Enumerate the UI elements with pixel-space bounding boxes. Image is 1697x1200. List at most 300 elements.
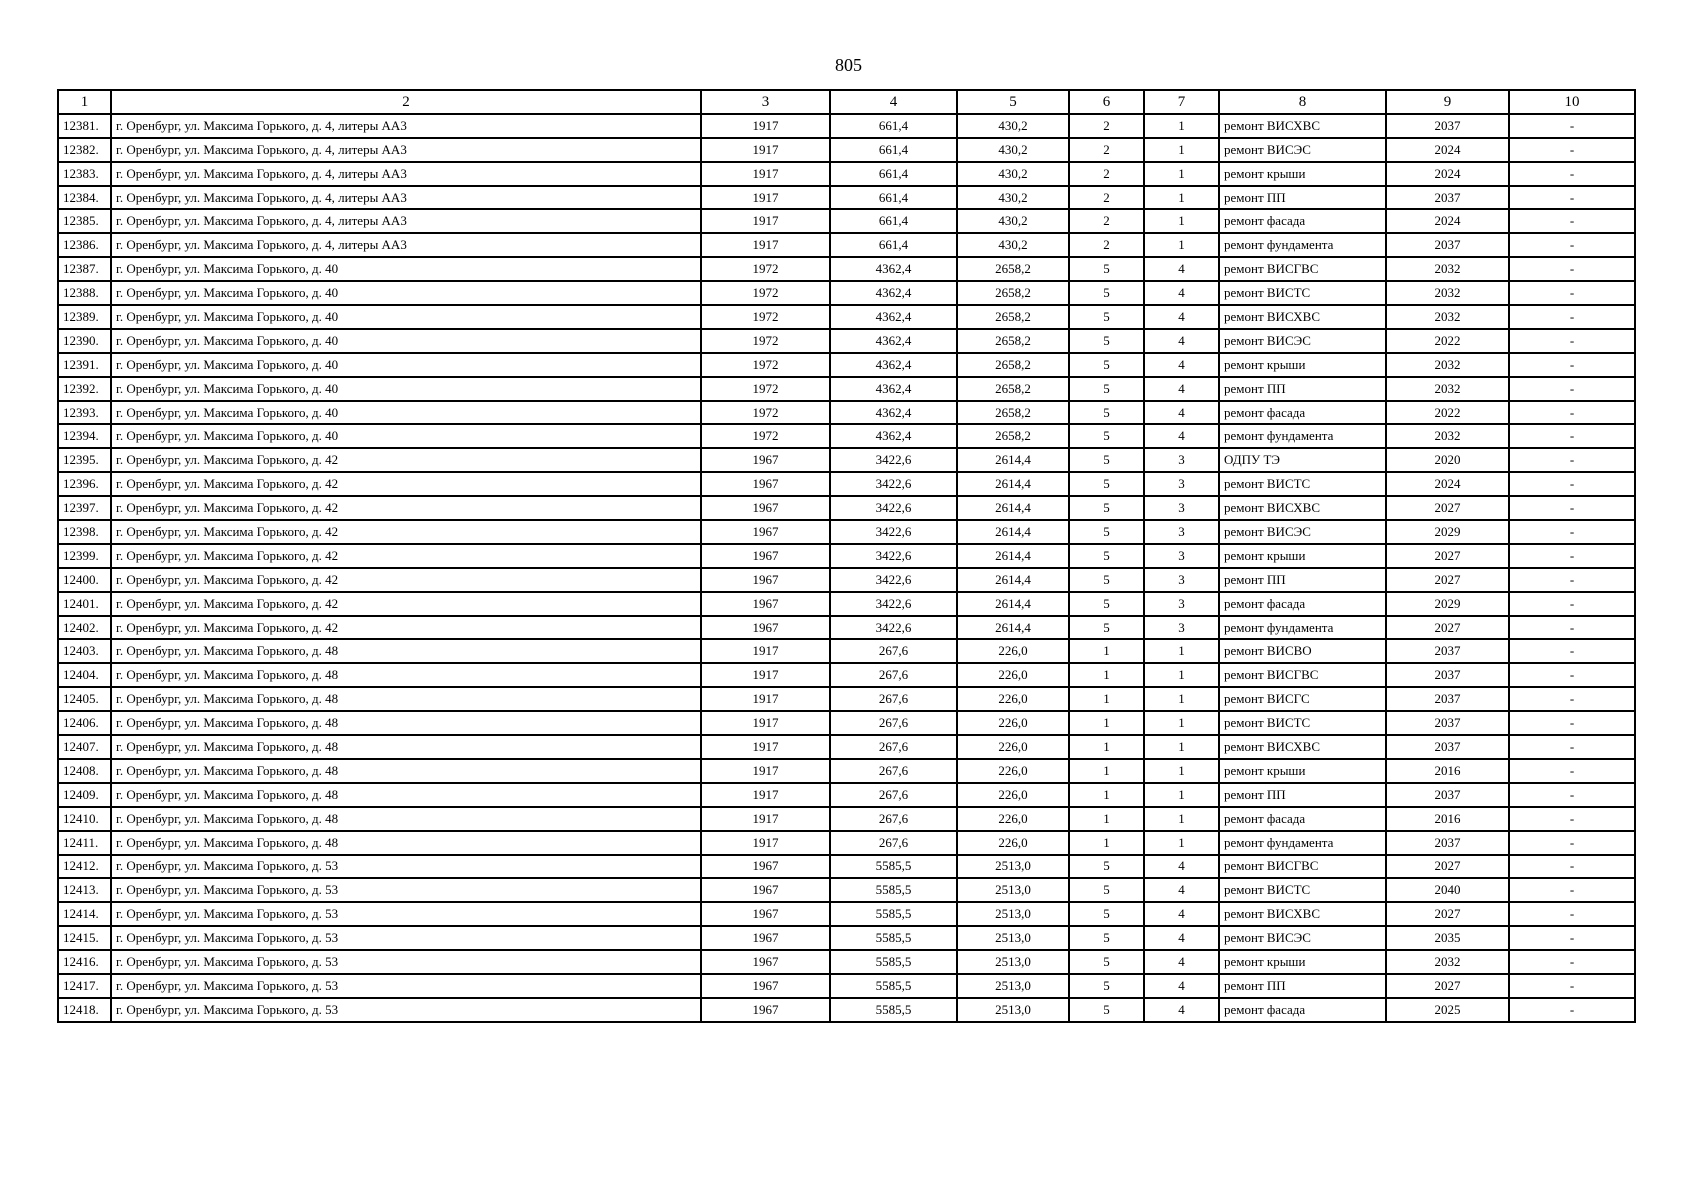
cell-repair-year: 2027 [1386, 855, 1509, 879]
cell-row-number: 12402. [58, 616, 111, 640]
cell-repair-year: 2027 [1386, 616, 1509, 640]
cell-floors: 5 [1069, 281, 1144, 305]
table-row [58, 520, 1635, 544]
cell-living-area: 2658,2 [957, 353, 1069, 377]
table-row [58, 472, 1635, 496]
cell-entrances: 3 [1144, 520, 1219, 544]
table-row [58, 735, 1635, 759]
cell-note: - [1509, 281, 1635, 305]
table-row [58, 329, 1635, 353]
cell-row-number: 12403. [58, 639, 111, 663]
table-row [58, 926, 1635, 950]
table-row [58, 377, 1635, 401]
cell-floors: 2 [1069, 186, 1144, 210]
cell-entrances: 3 [1144, 616, 1219, 640]
cell-entrances: 4 [1144, 377, 1219, 401]
cell-row-number: 12394. [58, 424, 111, 448]
table-row [58, 281, 1635, 305]
cell-entrances: 3 [1144, 448, 1219, 472]
cell-floors: 5 [1069, 544, 1144, 568]
cell-row-number: 12391. [58, 353, 111, 377]
cell-floors: 1 [1069, 639, 1144, 663]
cell-note: - [1509, 377, 1635, 401]
cell-floors: 5 [1069, 568, 1144, 592]
cell-living-area: 2614,4 [957, 544, 1069, 568]
cell-note: - [1509, 855, 1635, 879]
cell-living-area: 2614,4 [957, 568, 1069, 592]
cell-living-area: 2513,0 [957, 974, 1069, 998]
cell-year-built: 1917 [701, 114, 830, 138]
cell-year-built: 1917 [701, 233, 830, 257]
cell-floors: 5 [1069, 472, 1144, 496]
cell-work-type: ремонт крыши [1219, 950, 1386, 974]
cell-row-number: 12387. [58, 257, 111, 281]
cell-entrances: 1 [1144, 735, 1219, 759]
cell-year-built: 1967 [701, 544, 830, 568]
cell-year-built: 1967 [701, 878, 830, 902]
cell-entrances: 4 [1144, 353, 1219, 377]
cell-entrances: 4 [1144, 257, 1219, 281]
cell-note: - [1509, 592, 1635, 616]
cell-year-built: 1967 [701, 616, 830, 640]
cell-living-area: 226,0 [957, 687, 1069, 711]
cell-repair-year: 2020 [1386, 448, 1509, 472]
header-cell-6: 6 [1069, 90, 1144, 114]
cell-year-built: 1917 [701, 209, 830, 233]
cell-row-number: 12401. [58, 592, 111, 616]
cell-total-area: 5585,5 [830, 878, 957, 902]
cell-total-area: 3422,6 [830, 568, 957, 592]
cell-entrances: 1 [1144, 114, 1219, 138]
cell-floors: 1 [1069, 783, 1144, 807]
cell-repair-year: 2027 [1386, 974, 1509, 998]
cell-row-number: 12407. [58, 735, 111, 759]
cell-total-area: 4362,4 [830, 401, 957, 425]
cell-floors: 5 [1069, 855, 1144, 879]
cell-repair-year: 2027 [1386, 568, 1509, 592]
cell-repair-year: 2032 [1386, 424, 1509, 448]
cell-entrances: 1 [1144, 807, 1219, 831]
cell-repair-year: 2032 [1386, 305, 1509, 329]
cell-repair-year: 2022 [1386, 329, 1509, 353]
cell-living-area: 226,0 [957, 807, 1069, 831]
cell-entrances: 1 [1144, 687, 1219, 711]
cell-repair-year: 2029 [1386, 592, 1509, 616]
cell-address: г. Оренбург, ул. Максима Горького, д. 4, литеры АА3 [111, 114, 701, 138]
cell-living-area: 2658,2 [957, 281, 1069, 305]
cell-work-type: ремонт ВИСГВС [1219, 257, 1386, 281]
cell-repair-year: 2024 [1386, 472, 1509, 496]
cell-note: - [1509, 568, 1635, 592]
header-cell-7: 7 [1144, 90, 1219, 114]
cell-entrances: 1 [1144, 233, 1219, 257]
cell-entrances: 1 [1144, 639, 1219, 663]
cell-living-area: 2658,2 [957, 401, 1069, 425]
page-number: 805 [835, 55, 862, 75]
table-row [58, 855, 1635, 879]
table-row [58, 233, 1635, 257]
cell-year-built: 1972 [701, 257, 830, 281]
cell-work-type: ремонт фасада [1219, 592, 1386, 616]
cell-floors: 5 [1069, 902, 1144, 926]
cell-note: - [1509, 448, 1635, 472]
cell-floors: 1 [1069, 759, 1144, 783]
cell-living-area: 226,0 [957, 639, 1069, 663]
cell-entrances: 1 [1144, 162, 1219, 186]
cell-year-built: 1967 [701, 568, 830, 592]
cell-entrances: 4 [1144, 878, 1219, 902]
cell-row-number: 12386. [58, 233, 111, 257]
cell-work-type: ремонт фундамента [1219, 616, 1386, 640]
table-row [58, 783, 1635, 807]
cell-work-type: ремонт фундамента [1219, 831, 1386, 855]
cell-address: г. Оренбург, ул. Максима Горького, д. 53 [111, 855, 701, 879]
cell-living-area: 2614,4 [957, 616, 1069, 640]
cell-row-number: 12381. [58, 114, 111, 138]
cell-row-number: 12416. [58, 950, 111, 974]
cell-living-area: 2614,4 [957, 592, 1069, 616]
cell-entrances: 4 [1144, 926, 1219, 950]
cell-note: - [1509, 926, 1635, 950]
cell-work-type: ремонт ВИСХВС [1219, 735, 1386, 759]
cell-year-built: 1917 [701, 639, 830, 663]
cell-year-built: 1972 [701, 353, 830, 377]
cell-repair-year: 2032 [1386, 950, 1509, 974]
cell-living-area: 2614,4 [957, 448, 1069, 472]
cell-entrances: 4 [1144, 401, 1219, 425]
cell-work-type: ремонт ПП [1219, 783, 1386, 807]
cell-year-built: 1967 [701, 974, 830, 998]
cell-work-type: ремонт ПП [1219, 974, 1386, 998]
cell-entrances: 4 [1144, 998, 1219, 1022]
cell-total-area: 661,4 [830, 114, 957, 138]
table-row [58, 186, 1635, 210]
cell-row-number: 12406. [58, 711, 111, 735]
cell-repair-year: 2024 [1386, 138, 1509, 162]
cell-floors: 1 [1069, 735, 1144, 759]
cell-repair-year: 2027 [1386, 496, 1509, 520]
cell-row-number: 12395. [58, 448, 111, 472]
cell-year-built: 1967 [701, 472, 830, 496]
cell-work-type: ремонт фундамента [1219, 233, 1386, 257]
cell-living-area: 226,0 [957, 783, 1069, 807]
cell-year-built: 1967 [701, 592, 830, 616]
cell-work-type: ремонт ПП [1219, 568, 1386, 592]
cell-living-area: 430,2 [957, 114, 1069, 138]
cell-work-type: ремонт ВИСГВС [1219, 663, 1386, 687]
cell-address: г. Оренбург, ул. Максима Горького, д. 53 [111, 974, 701, 998]
header-cell-10: 10 [1509, 90, 1635, 114]
cell-year-built: 1917 [701, 186, 830, 210]
cell-work-type: ремонт ВИСГВС [1219, 855, 1386, 879]
cell-row-number: 12382. [58, 138, 111, 162]
table-row [58, 448, 1635, 472]
cell-note: - [1509, 257, 1635, 281]
cell-address: г. Оренбург, ул. Максима Горького, д. 48 [111, 759, 701, 783]
cell-year-built: 1972 [701, 329, 830, 353]
cell-floors: 1 [1069, 687, 1144, 711]
header-cell-5: 5 [957, 90, 1069, 114]
cell-total-area: 3422,6 [830, 472, 957, 496]
cell-row-number: 12417. [58, 974, 111, 998]
cell-floors: 2 [1069, 233, 1144, 257]
cell-total-area: 4362,4 [830, 353, 957, 377]
cell-entrances: 1 [1144, 831, 1219, 855]
cell-total-area: 5585,5 [830, 855, 957, 879]
cell-total-area: 4362,4 [830, 329, 957, 353]
cell-work-type: ремонт ВИСТС [1219, 711, 1386, 735]
cell-entrances: 4 [1144, 329, 1219, 353]
cell-note: - [1509, 974, 1635, 998]
cell-note: - [1509, 401, 1635, 425]
cell-note: - [1509, 735, 1635, 759]
cell-floors: 5 [1069, 520, 1144, 544]
cell-entrances: 1 [1144, 209, 1219, 233]
cell-living-area: 2513,0 [957, 998, 1069, 1022]
cell-work-type: ремонт фасада [1219, 998, 1386, 1022]
cell-note: - [1509, 138, 1635, 162]
cell-year-built: 1967 [701, 855, 830, 879]
cell-note: - [1509, 663, 1635, 687]
cell-address: г. Оренбург, ул. Максима Горького, д. 40 [111, 377, 701, 401]
cell-row-number: 12389. [58, 305, 111, 329]
cell-total-area: 5585,5 [830, 926, 957, 950]
cell-note: - [1509, 305, 1635, 329]
cell-year-built: 1967 [701, 520, 830, 544]
cell-row-number: 12400. [58, 568, 111, 592]
cell-work-type: ремонт ВИСЭС [1219, 520, 1386, 544]
cell-entrances: 3 [1144, 496, 1219, 520]
cell-note: - [1509, 759, 1635, 783]
cell-floors: 5 [1069, 998, 1144, 1022]
header-cell-8: 8 [1219, 90, 1386, 114]
cell-total-area: 267,6 [830, 687, 957, 711]
cell-total-area: 5585,5 [830, 902, 957, 926]
cell-entrances: 3 [1144, 544, 1219, 568]
table-row [58, 807, 1635, 831]
table-row [58, 687, 1635, 711]
table-row [58, 639, 1635, 663]
cell-note: - [1509, 878, 1635, 902]
cell-address: г. Оренбург, ул. Максима Горького, д. 53 [111, 998, 701, 1022]
cell-note: - [1509, 616, 1635, 640]
cell-address: г. Оренбург, ул. Максима Горького, д. 48 [111, 711, 701, 735]
cell-living-area: 430,2 [957, 209, 1069, 233]
cell-floors: 5 [1069, 257, 1144, 281]
cell-address: г. Оренбург, ул. Максима Горького, д. 48 [111, 663, 701, 687]
cell-row-number: 12405. [58, 687, 111, 711]
cell-living-area: 2513,0 [957, 926, 1069, 950]
table-row [58, 616, 1635, 640]
cell-total-area: 661,4 [830, 186, 957, 210]
cell-repair-year: 2029 [1386, 520, 1509, 544]
cell-total-area: 661,4 [830, 233, 957, 257]
cell-floors: 5 [1069, 878, 1144, 902]
table-row [58, 209, 1635, 233]
cell-note: - [1509, 520, 1635, 544]
cell-note: - [1509, 950, 1635, 974]
cell-entrances: 4 [1144, 281, 1219, 305]
cell-floors: 5 [1069, 496, 1144, 520]
cell-address: г. Оренбург, ул. Максима Горького, д. 40 [111, 257, 701, 281]
cell-address: г. Оренбург, ул. Максима Горького, д. 42 [111, 544, 701, 568]
table-row [58, 424, 1635, 448]
cell-year-built: 1967 [701, 926, 830, 950]
cell-note: - [1509, 807, 1635, 831]
cell-repair-year: 2037 [1386, 114, 1509, 138]
cell-entrances: 3 [1144, 472, 1219, 496]
cell-floors: 1 [1069, 807, 1144, 831]
cell-note: - [1509, 209, 1635, 233]
cell-floors: 5 [1069, 329, 1144, 353]
table-row [58, 257, 1635, 281]
table-row [58, 902, 1635, 926]
header-cell-4: 4 [830, 90, 957, 114]
table-row [58, 878, 1635, 902]
cell-note: - [1509, 544, 1635, 568]
cell-row-number: 12412. [58, 855, 111, 879]
cell-work-type: ремонт ВИСВО [1219, 639, 1386, 663]
cell-note: - [1509, 233, 1635, 257]
header-cell-9: 9 [1386, 90, 1509, 114]
cell-row-number: 12404. [58, 663, 111, 687]
cell-note: - [1509, 329, 1635, 353]
cell-note: - [1509, 114, 1635, 138]
cell-address: г. Оренбург, ул. Максима Горького, д. 42 [111, 568, 701, 592]
cell-address: г. Оренбург, ул. Максима Горького, д. 48 [111, 831, 701, 855]
cell-repair-year: 2037 [1386, 233, 1509, 257]
cell-entrances: 1 [1144, 783, 1219, 807]
cell-living-area: 430,2 [957, 162, 1069, 186]
cell-repair-year: 2032 [1386, 353, 1509, 377]
cell-address: г. Оренбург, ул. Максима Горького, д. 4, литеры АА3 [111, 209, 701, 233]
cell-year-built: 1917 [701, 735, 830, 759]
cell-work-type: ремонт ВИСТС [1219, 281, 1386, 305]
cell-work-type: ремонт крыши [1219, 353, 1386, 377]
cell-address: г. Оренбург, ул. Максима Горького, д. 53 [111, 950, 701, 974]
cell-repair-year: 2024 [1386, 162, 1509, 186]
cell-row-number: 12385. [58, 209, 111, 233]
cell-living-area: 2513,0 [957, 902, 1069, 926]
cell-work-type: ремонт ВИСЭС [1219, 138, 1386, 162]
cell-address: г. Оренбург, ул. Максима Горького, д. 48 [111, 735, 701, 759]
cell-note: - [1509, 998, 1635, 1022]
cell-year-built: 1917 [701, 663, 830, 687]
cell-work-type: ремонт ВИСЭС [1219, 329, 1386, 353]
cell-repair-year: 2037 [1386, 687, 1509, 711]
cell-row-number: 12388. [58, 281, 111, 305]
cell-year-built: 1972 [701, 281, 830, 305]
table-row [58, 138, 1635, 162]
table-row [58, 711, 1635, 735]
cell-address: г. Оренбург, ул. Максима Горького, д. 48 [111, 783, 701, 807]
cell-year-built: 1917 [701, 807, 830, 831]
cell-year-built: 1972 [701, 377, 830, 401]
cell-repair-year: 2022 [1386, 401, 1509, 425]
cell-living-area: 2658,2 [957, 424, 1069, 448]
cell-address: г. Оренбург, ул. Максима Горького, д. 42 [111, 520, 701, 544]
cell-living-area: 226,0 [957, 831, 1069, 855]
cell-address: г. Оренбург, ул. Максима Горького, д. 53 [111, 878, 701, 902]
cell-row-number: 12396. [58, 472, 111, 496]
cell-floors: 5 [1069, 448, 1144, 472]
cell-note: - [1509, 496, 1635, 520]
cell-year-built: 1917 [701, 711, 830, 735]
cell-total-area: 3422,6 [830, 448, 957, 472]
cell-total-area: 3422,6 [830, 592, 957, 616]
cell-total-area: 661,4 [830, 138, 957, 162]
cell-year-built: 1967 [701, 902, 830, 926]
cell-entrances: 4 [1144, 902, 1219, 926]
cell-address: г. Оренбург, ул. Максима Горького, д. 48 [111, 687, 701, 711]
cell-row-number: 12393. [58, 401, 111, 425]
cell-repair-year: 2040 [1386, 878, 1509, 902]
table-row [58, 114, 1635, 138]
cell-note: - [1509, 831, 1635, 855]
cell-note: - [1509, 711, 1635, 735]
cell-row-number: 12383. [58, 162, 111, 186]
cell-total-area: 267,6 [830, 783, 957, 807]
cell-work-type: ремонт ВИСГС [1219, 687, 1386, 711]
cell-repair-year: 2037 [1386, 186, 1509, 210]
cell-repair-year: 2032 [1386, 377, 1509, 401]
cell-repair-year: 2016 [1386, 759, 1509, 783]
cell-year-built: 1917 [701, 759, 830, 783]
cell-total-area: 5585,5 [830, 974, 957, 998]
cell-work-type: ремонт фасада [1219, 401, 1386, 425]
cell-work-type: ремонт крыши [1219, 759, 1386, 783]
cell-row-number: 12408. [58, 759, 111, 783]
cell-living-area: 2513,0 [957, 855, 1069, 879]
cell-entrances: 4 [1144, 974, 1219, 998]
cell-total-area: 267,6 [830, 807, 957, 831]
cell-address: г. Оренбург, ул. Максима Горького, д. 53 [111, 926, 701, 950]
cell-address: г. Оренбург, ул. Максима Горького, д. 40 [111, 424, 701, 448]
cell-work-type: ремонт ВИСХВС [1219, 305, 1386, 329]
cell-repair-year: 2027 [1386, 544, 1509, 568]
table-row [58, 544, 1635, 568]
cell-row-number: 12390. [58, 329, 111, 353]
cell-work-type: ремонт ВИСХВС [1219, 496, 1386, 520]
cell-total-area: 3422,6 [830, 616, 957, 640]
cell-address: г. Оренбург, ул. Максима Горького, д. 42 [111, 496, 701, 520]
cell-year-built: 1917 [701, 687, 830, 711]
cell-total-area: 4362,4 [830, 424, 957, 448]
cell-living-area: 2658,2 [957, 305, 1069, 329]
cell-address: г. Оренбург, ул. Максима Горького, д. 4, литеры АА3 [111, 233, 701, 257]
cell-address: г. Оренбург, ул. Максима Горького, д. 42 [111, 616, 701, 640]
cell-address: г. Оренбург, ул. Максима Горького, д. 48 [111, 639, 701, 663]
cell-living-area: 226,0 [957, 711, 1069, 735]
cell-floors: 2 [1069, 162, 1144, 186]
cell-entrances: 3 [1144, 568, 1219, 592]
cell-living-area: 2658,2 [957, 257, 1069, 281]
cell-work-type: ремонт фундамента [1219, 424, 1386, 448]
cell-repair-year: 2037 [1386, 639, 1509, 663]
cell-entrances: 4 [1144, 424, 1219, 448]
cell-row-number: 12415. [58, 926, 111, 950]
cell-address: г. Оренбург, ул. Максима Горького, д. 42 [111, 592, 701, 616]
cell-total-area: 5585,5 [830, 950, 957, 974]
cell-living-area: 226,0 [957, 735, 1069, 759]
cell-address: г. Оренбург, ул. Максима Горького, д. 4, литеры АА3 [111, 186, 701, 210]
cell-work-type: ремонт ВИСЭС [1219, 926, 1386, 950]
cell-floors: 5 [1069, 305, 1144, 329]
cell-row-number: 12384. [58, 186, 111, 210]
cell-floors: 1 [1069, 831, 1144, 855]
cell-floors: 5 [1069, 401, 1144, 425]
cell-floors: 2 [1069, 138, 1144, 162]
